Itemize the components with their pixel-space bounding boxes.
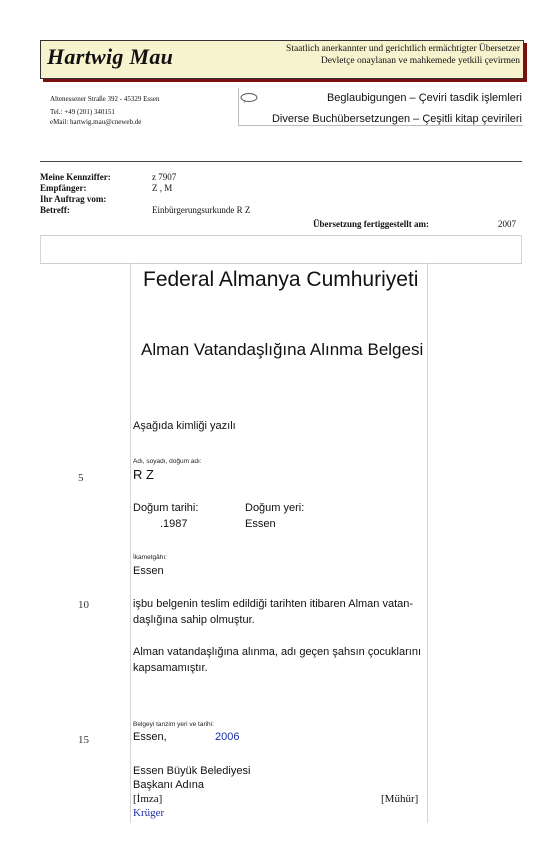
phone-line: Tel.: +49 (201) 340151 <box>50 108 115 116</box>
document-title: Federal Almanya Cumhuriyeti <box>143 268 419 291</box>
dob-label: Doğum tarihi: <box>133 502 199 514</box>
meta-divider <box>40 235 522 236</box>
tagline-tr: Devletçe onaylanan ve mahkemede yetkili çevirmen <box>320 56 520 66</box>
service-line-1: Beglaubigungen – Çeviri tasdik işlemleri <box>326 92 522 104</box>
authority-line-1: Essen Büyük Belediyesi <box>133 765 251 777</box>
signer-name: Krüger <box>133 807 165 819</box>
paragraph-1-line-1: işbu belgenin teslim edildiği tarihten itibaren Alman vatan- <box>133 598 414 610</box>
speech-bubble-icon <box>240 90 258 100</box>
section-divider <box>40 263 522 264</box>
line-number: 15 <box>78 734 89 746</box>
paragraph-2-line-2: kapsamamıştır. <box>133 662 208 674</box>
email-line: eMail: hartwig.mau@cneweb.de <box>50 118 142 126</box>
dob-value: .1987 <box>160 518 188 530</box>
issue-year-value: 2006 <box>215 731 240 743</box>
line-number: 10 <box>78 599 89 611</box>
meta-value-ref: z 7907 <box>152 172 177 182</box>
meta-value-subject: Einbürgerungsurkunde R Z <box>152 205 251 215</box>
paragraph-2-line-1: Alman vatandaşlığına alınma, adı geçen şahsın çocuklarını <box>133 646 422 658</box>
issue-place-label: Belgeyi tanzim yeri ve tarihi: <box>133 721 214 728</box>
document-subtitle: Alman Vatandaşlığına Alınma Belgesi <box>141 340 424 359</box>
seal-placeholder: [Mühür] <box>381 793 419 805</box>
meta-key-recipient: Empfänger: <box>40 183 87 193</box>
residence-label: İkametgâhı: <box>133 554 167 561</box>
doc-edge-right <box>427 263 428 823</box>
doc-edge-left <box>130 263 131 823</box>
intro-text: Aşağıda kimliği yazılı <box>133 420 236 432</box>
line-number: 5 <box>78 472 84 484</box>
name-label: Adı, soyadı, doğum adı: <box>133 458 202 465</box>
authority-line-2: Başkanı Adına <box>133 779 204 791</box>
completed-label: Übersetzung fertiggestellt am: <box>313 219 429 229</box>
brand-name: Hartwig Mau <box>47 44 174 69</box>
meta-key-ref: Meine Kennziffer: <box>40 172 111 182</box>
issue-place-value: Essen, <box>133 731 167 743</box>
meta-value-recipient: Z , M <box>152 183 173 193</box>
completed-year: 2007 <box>498 219 516 229</box>
pob-label: Doğum yeri: <box>245 502 305 514</box>
meta-key-order: Ihr Auftrag vom: <box>40 194 107 204</box>
paragraph-1-line-2: daşlığına sahip olmuştur. <box>133 614 255 626</box>
page-edge-right <box>521 235 522 263</box>
page-edge-left <box>40 235 41 263</box>
tagline-de: Staatlich anerkannter und gerichtlich ermächtigter Übersetzer <box>286 44 520 54</box>
name-value: R Z <box>133 467 154 482</box>
address-line: Altenessener Straße 392 - 45329 Essen <box>50 95 160 103</box>
signature-placeholder: [İmza] <box>133 793 163 805</box>
pob-value: Essen <box>245 518 276 530</box>
residence-value: Essen <box>133 565 164 577</box>
header-divider <box>40 161 522 162</box>
service-line-2: Diverse Buchübersetzungen – Çeşitli kitap çevirileri <box>271 113 522 125</box>
meta-key-subject: Betreff: <box>40 205 70 215</box>
